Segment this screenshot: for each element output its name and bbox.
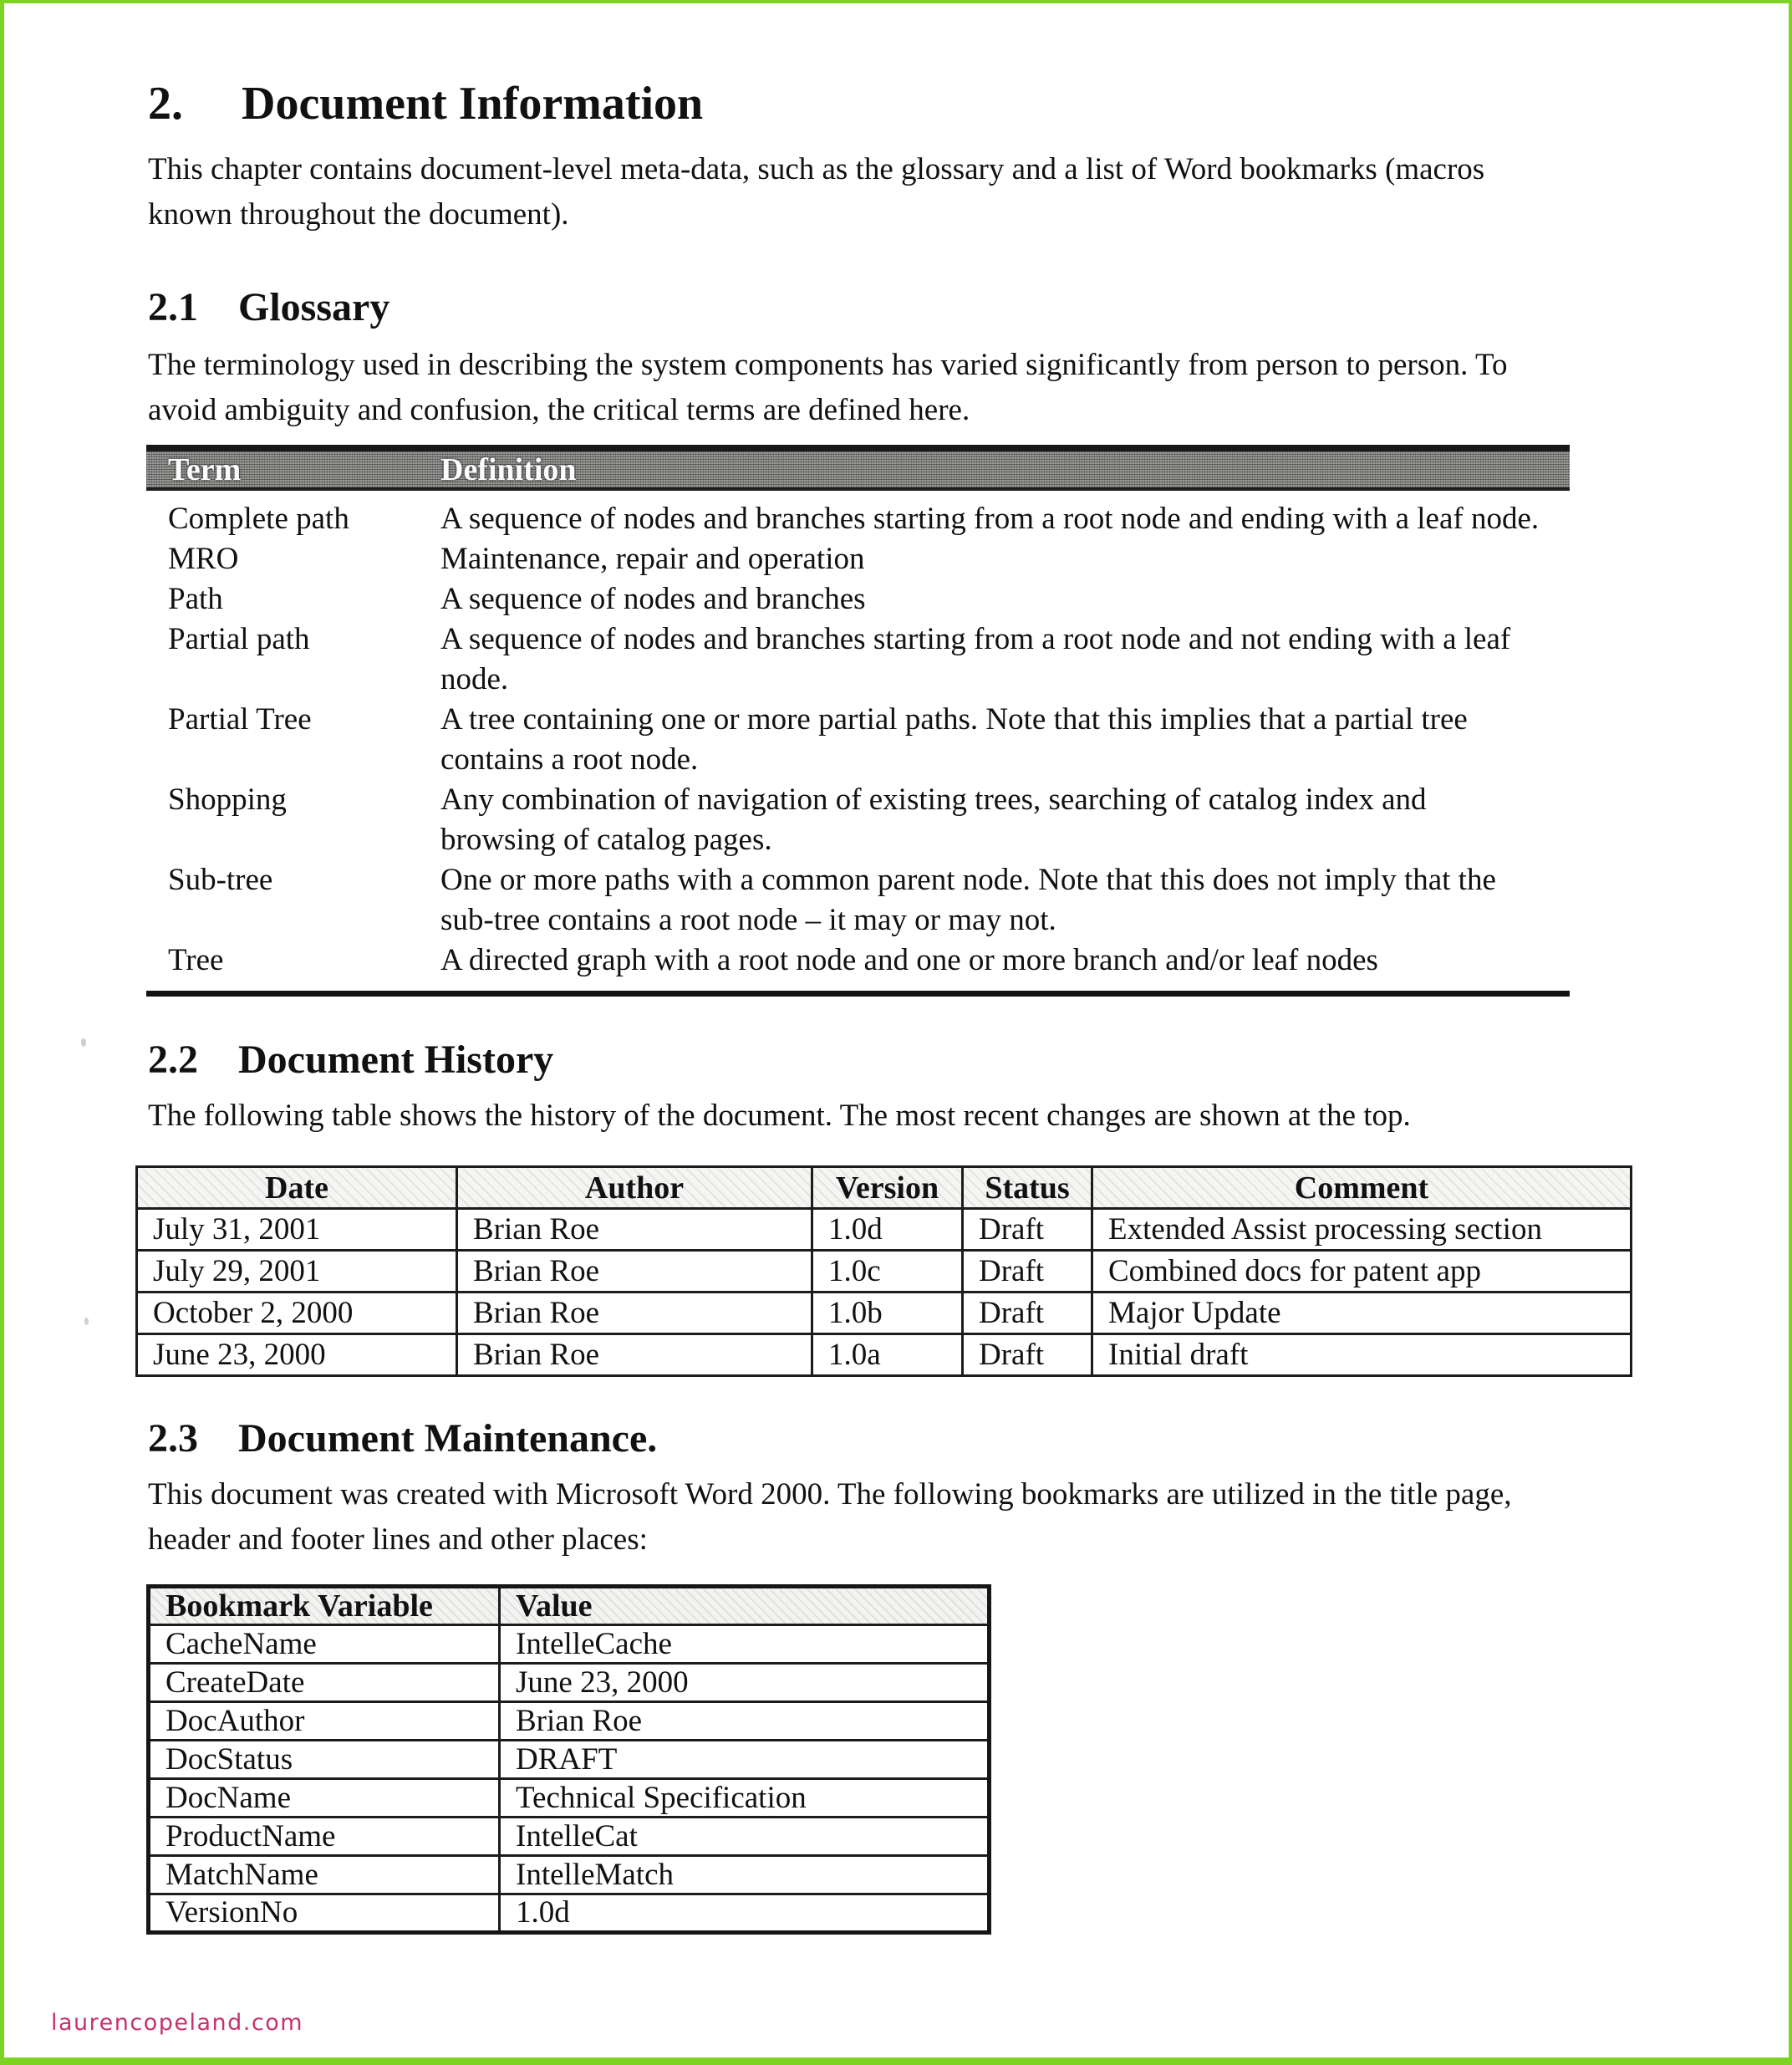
glossary-definition: A sequence of nodes and branches starting from a root node and not ending with a leaf node. — [440, 622, 1511, 696]
bookmark-variable-cell: DocName — [149, 1779, 500, 1818]
glossary-row — [146, 539, 1570, 579]
section-history-heading — [148, 1037, 1789, 1083]
history-comment-cell: Initial draft — [1092, 1334, 1632, 1376]
glossary-table — [146, 445, 1570, 997]
history-version-cell: 1.0c — [812, 1251, 963, 1293]
history-row — [137, 1251, 1632, 1293]
chapter-intro-paragraph: This chapter contains document-level meta-data, such as the glossary and a list of Word bookmarks (macros known throughout the document). — [148, 152, 1485, 232]
bookmark-value-cell: IntelleCat — [500, 1818, 990, 1856]
bookmark-value-cell: IntelleCache — [500, 1625, 990, 1664]
glossary-row — [146, 700, 1570, 780]
history-author-cell: Brian Roe — [457, 1334, 812, 1376]
glossary-intro-paragraph: The terminology used in describing the system components has varied significantly from person to person. To avoid ambiguity and confusion, the critical terms are defined here. — [148, 348, 1508, 427]
glossary-row — [146, 780, 1570, 860]
bookmark-value-cell: Technical Specification — [500, 1779, 990, 1818]
section-number: 2.2 — [148, 1038, 198, 1082]
history-date-cell: July 31, 2001 — [137, 1209, 457, 1251]
bookmark-row — [149, 1702, 990, 1741]
glossary-table-header-row — [146, 451, 1570, 491]
bookmark-variable-cell: CacheName — [149, 1625, 500, 1664]
history-comment-cell: Extended Assist processing section — [1092, 1209, 1632, 1251]
bookmark-row — [149, 1818, 990, 1856]
bookmark-variable-cell: ProductName — [149, 1818, 500, 1856]
bookmark-value-cell: IntelleMatch — [500, 1856, 990, 1894]
document-history-table — [135, 1165, 1632, 1377]
glossary-term: Partial path — [168, 622, 310, 656]
history-date-cell: October 2, 2000 — [137, 1293, 457, 1334]
bookmark-table-body — [149, 1625, 990, 1933]
bookmark-row — [149, 1741, 990, 1779]
bookmark-row — [149, 1856, 990, 1894]
glossary-definition: Maintenance, repair and operation — [440, 542, 865, 576]
glossary-row — [146, 620, 1570, 700]
history-version-cell: 1.0a — [812, 1334, 963, 1376]
history-version-cell: 1.0d — [812, 1209, 963, 1251]
bookmark-header-variable: Bookmark Variable — [149, 1587, 500, 1625]
glossary-row — [146, 499, 1570, 539]
section-number: 2.1 — [148, 285, 198, 329]
glossary-definition: A sequence of nodes and branches — [440, 582, 866, 616]
section-title: Glossary — [238, 285, 390, 329]
glossary-definition: A sequence of nodes and branches starting from a root node and ending with a leaf node. — [440, 502, 1540, 536]
bookmark-variables-table — [146, 1584, 991, 1935]
bookmark-value-cell: Brian Roe — [500, 1702, 990, 1741]
glossary-term: Tree — [168, 943, 224, 977]
history-row — [137, 1209, 1632, 1251]
chapter-heading — [148, 77, 1789, 130]
glossary-term: Path — [168, 582, 223, 616]
history-header-status: Status — [963, 1167, 1092, 1209]
glossary-definition: Any combination of navigation of existing trees, searching of catalog index and browsing of catalog pages. — [440, 783, 1427, 857]
bookmark-row — [149, 1664, 990, 1702]
scan-speck — [84, 1318, 89, 1325]
bookmark-header-row — [149, 1587, 990, 1625]
chapter-title: Document Information — [242, 78, 704, 130]
glossary-term: MRO — [168, 542, 239, 576]
history-author-cell: Brian Roe — [457, 1293, 812, 1334]
bookmark-variable-cell: DocStatus — [149, 1741, 500, 1779]
glossary-header-term: Term — [168, 451, 242, 487]
bookmark-row — [149, 1894, 990, 1933]
watermark-text: laurencopeland.com — [51, 2010, 304, 2036]
section-number: 2.3 — [148, 1416, 198, 1461]
section-maintenance-heading — [148, 1415, 1789, 1462]
glossary-table-body — [146, 491, 1570, 991]
bookmark-row — [149, 1625, 990, 1664]
bookmark-variable-cell: VersionNo — [149, 1894, 500, 1933]
glossary-row — [146, 579, 1570, 620]
history-header-version: Version — [812, 1167, 963, 1209]
glossary-term: Shopping — [168, 783, 287, 817]
history-table-body — [137, 1209, 1632, 1376]
glossary-header-definition: Definition — [440, 451, 577, 487]
history-author-cell: Brian Roe — [457, 1209, 812, 1251]
glossary-row — [146, 860, 1570, 941]
history-status-cell: Draft — [963, 1251, 1092, 1293]
maintenance-intro-paragraph: This document was created with Microsoft Word 2000. The following bookmarks are utilized in the title page, header and footer lines and other places: — [148, 1477, 1512, 1557]
history-row — [137, 1334, 1632, 1376]
glossary-term: Sub-tree — [168, 863, 273, 897]
history-date-cell: June 23, 2000 — [137, 1334, 457, 1376]
history-row — [137, 1293, 1632, 1334]
bookmark-value-cell: DRAFT — [500, 1741, 990, 1779]
glossary-definition: One or more paths with a common parent node. Note that this does not imply that the sub-tree contains a root node – it may or may not. — [440, 863, 1496, 937]
glossary-term: Complete path — [168, 502, 349, 536]
section-title: Document History — [238, 1038, 554, 1082]
history-comment-cell: Major Update — [1092, 1293, 1632, 1334]
history-author-cell: Brian Roe — [457, 1251, 812, 1293]
history-version-cell: 1.0b — [812, 1293, 963, 1334]
bookmark-variable-cell: MatchName — [149, 1856, 500, 1894]
bookmark-header-value: Value — [500, 1587, 990, 1625]
chapter-number: 2. — [148, 78, 183, 130]
history-header-row — [137, 1167, 1632, 1209]
glossary-definition: A tree containing one or more partial paths. Note that this implies that a partial tree contains a root node. — [440, 702, 1468, 777]
glossary-row — [146, 941, 1570, 981]
scan-speck — [81, 1038, 86, 1047]
history-header-author: Author — [457, 1167, 812, 1209]
history-intro-paragraph: The following table shows the history of the document. The most recent changes are shown at the top. — [148, 1099, 1411, 1133]
section-glossary-heading — [148, 284, 1789, 331]
history-status-cell: Draft — [963, 1209, 1092, 1251]
bookmark-variable-cell: CreateDate — [149, 1664, 500, 1702]
bookmark-value-cell: 1.0d — [500, 1894, 990, 1933]
bookmark-row — [149, 1779, 990, 1818]
history-header-date: Date — [137, 1167, 457, 1209]
glossary-definition: A directed graph with a root node and one or more branch and/or leaf nodes — [440, 943, 1378, 977]
bookmark-variable-cell: DocAuthor — [149, 1702, 500, 1741]
history-date-cell: July 29, 2001 — [137, 1251, 457, 1293]
history-header-comment: Comment — [1092, 1167, 1632, 1209]
history-status-cell: Draft — [963, 1293, 1092, 1334]
history-comment-cell: Combined docs for patent app — [1092, 1251, 1632, 1293]
section-title: Document Maintenance. — [238, 1416, 658, 1461]
glossary-term: Partial Tree — [168, 702, 312, 737]
bookmark-value-cell: June 23, 2000 — [500, 1664, 990, 1702]
history-status-cell: Draft — [963, 1334, 1092, 1376]
